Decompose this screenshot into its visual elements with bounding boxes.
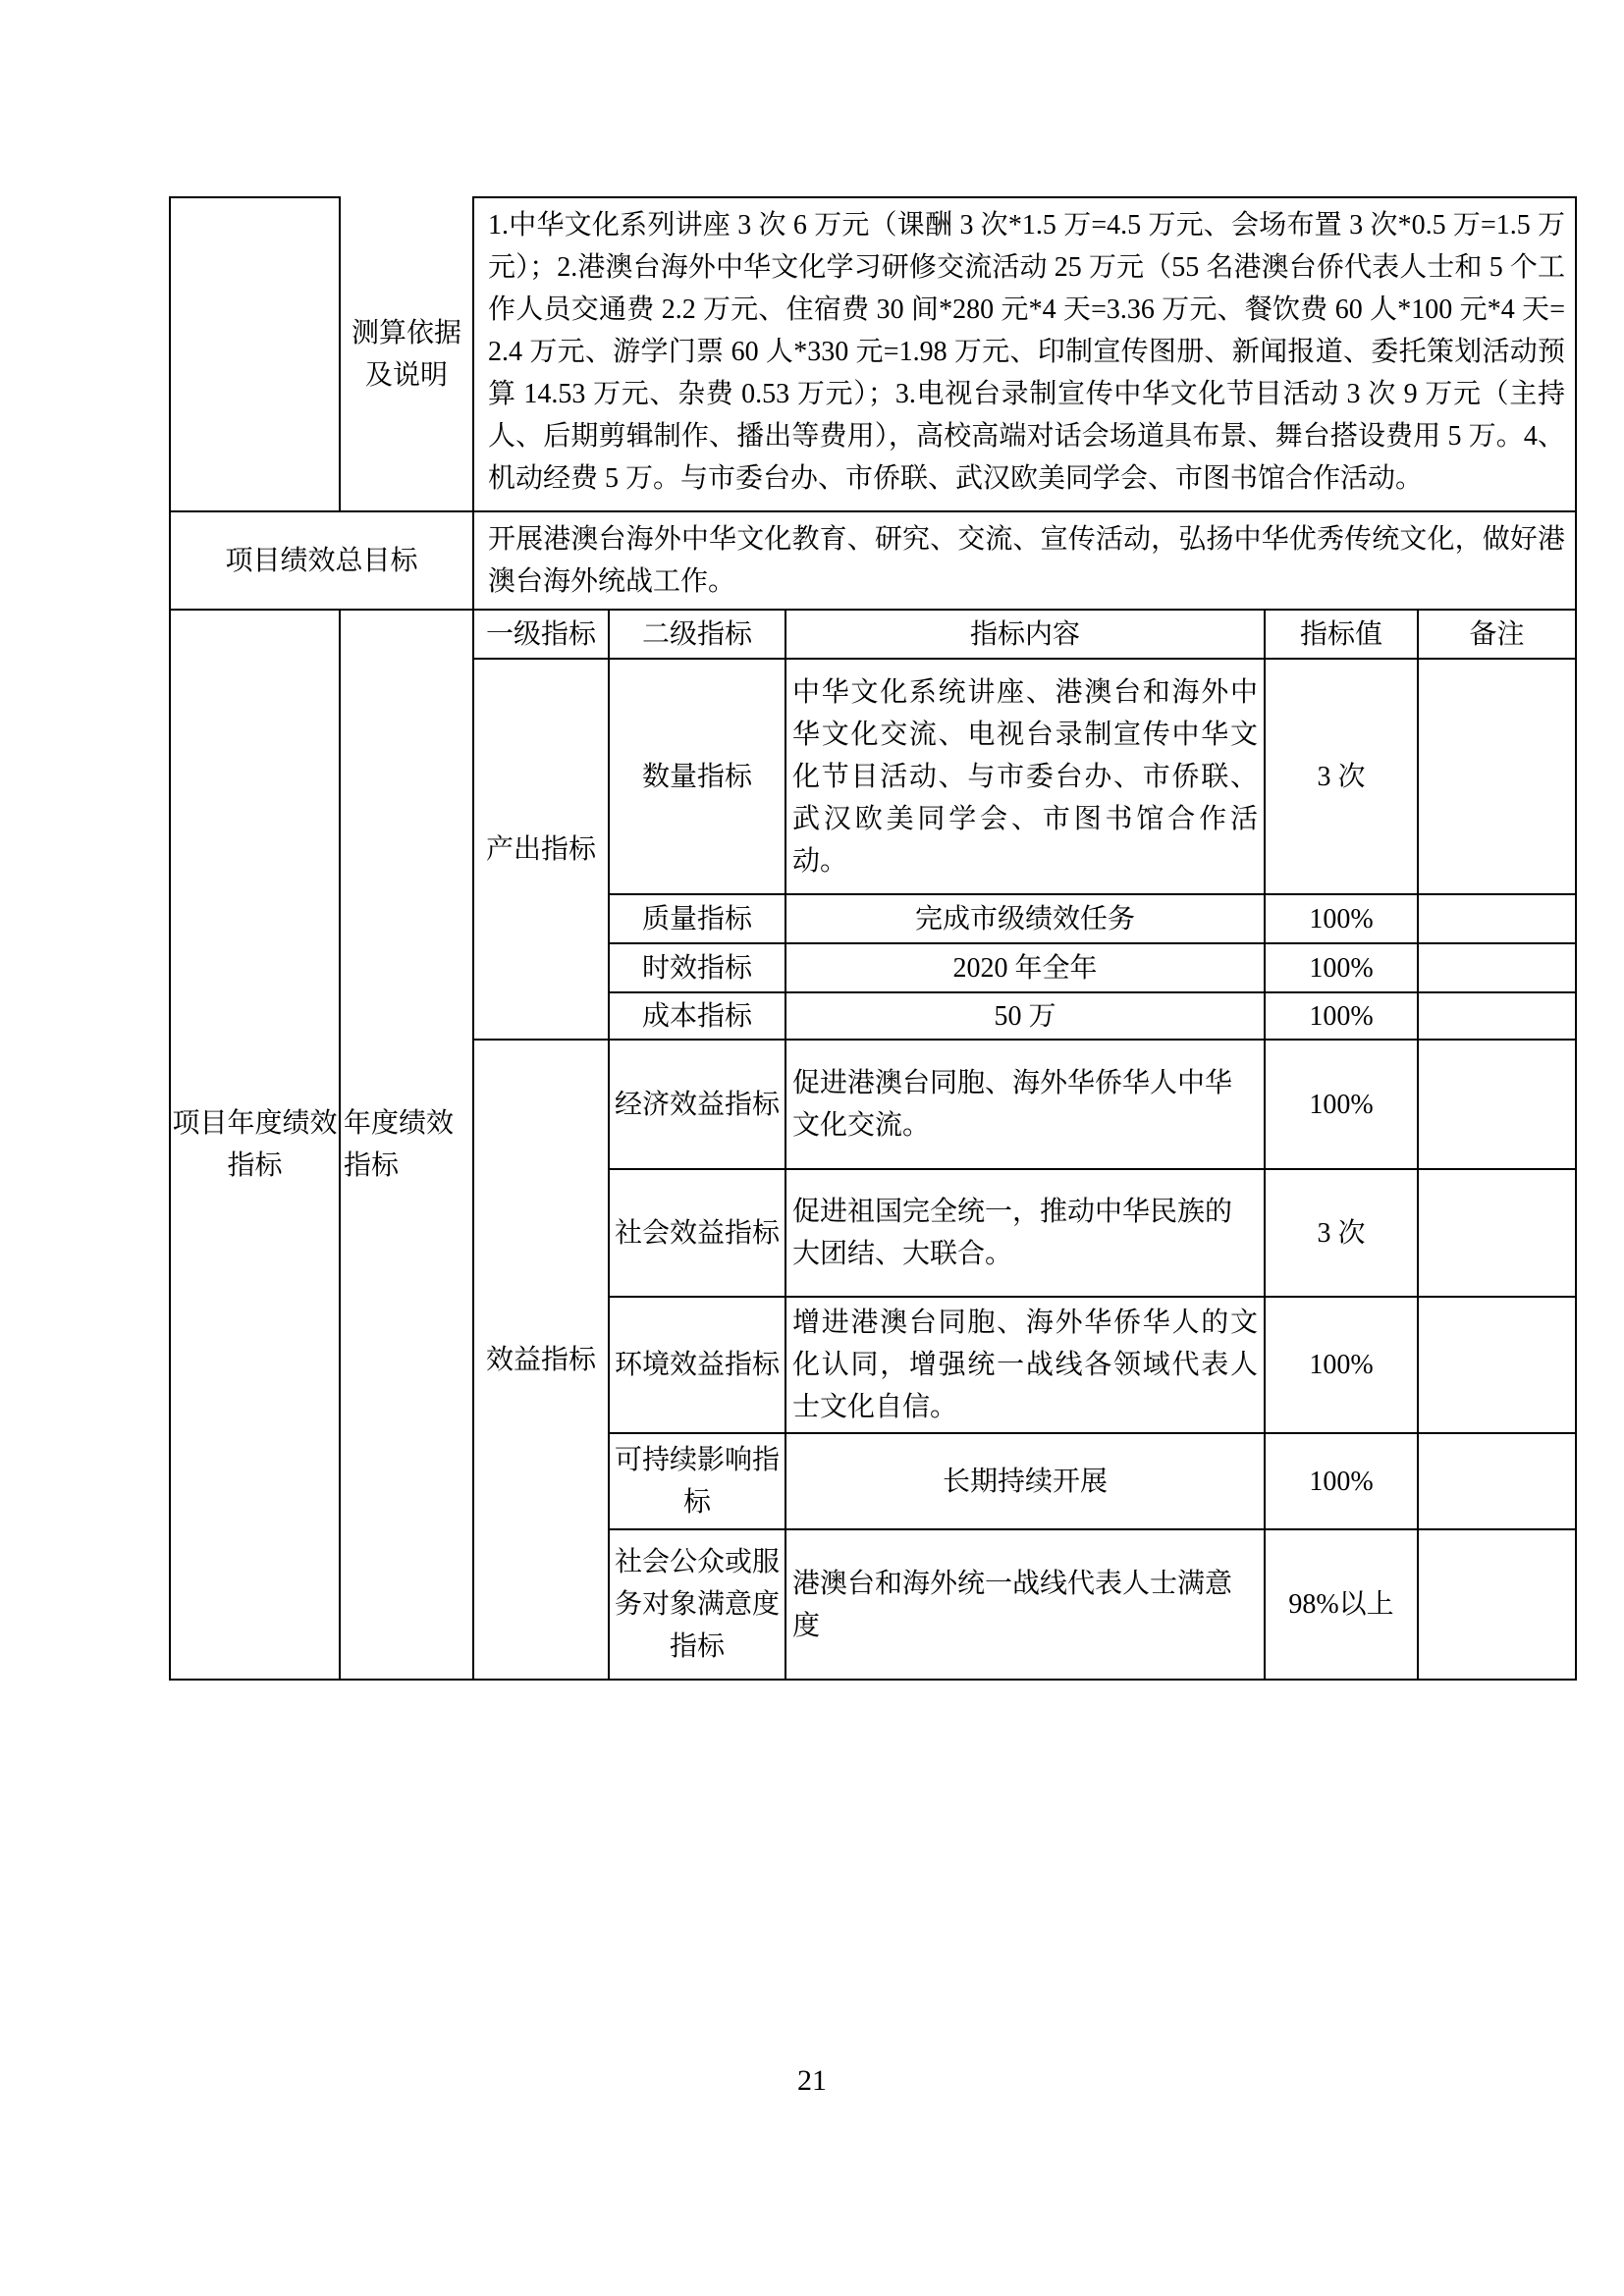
value-environmental-benefit: 100% [1265,1297,1418,1433]
content-environmental-benefit: 增进港澳台同胞、海外华侨华人的文化认同，增强统一战线各领域代表人士文化自信。 [785,1297,1265,1433]
page-number: 21 [797,2064,827,2097]
value-satisfaction: 98%以上 [1265,1529,1418,1680]
content-sustainable-impact: 长期持续开展 [785,1433,1265,1529]
empty-cell [170,197,340,511]
header-indicator-content: 指标内容 [785,610,1265,659]
level2-environmental-benefit-indicator: 环境效益指标 [609,1297,785,1433]
content-economic-benefit: 促进港澳台同胞、海外华侨华人中华文化交流。 [785,1040,1265,1169]
note-social-benefit [1418,1169,1576,1297]
note-timeliness [1418,943,1576,992]
level2-quality-indicator: 质量指标 [609,894,785,943]
content-quality: 完成市级绩效任务 [785,894,1265,943]
note-quantity [1418,659,1576,894]
header-level1-indicator: 一级指标 [473,610,609,659]
value-cost: 100% [1265,992,1418,1040]
annual-indicators-row-label: 项目年度绩效指标 [170,610,340,1680]
level2-economic-benefit-indicator: 经济效益指标 [609,1040,785,1169]
level2-social-benefit-indicator: 社会效益指标 [609,1169,785,1297]
note-satisfaction [1418,1529,1576,1680]
value-sustainable-impact: 100% [1265,1433,1418,1529]
content-satisfaction: 港澳台和海外统一战线代表人士满意度 [785,1529,1265,1680]
overall-goal-label: 项目绩效总目标 [170,511,473,610]
level2-timeliness-indicator: 时效指标 [609,943,785,992]
value-economic-benefit: 100% [1265,1040,1418,1169]
note-quality [1418,894,1576,943]
value-quantity: 3 次 [1265,659,1418,894]
level2-sustainable-impact-indicator: 可持续影响指标 [609,1433,785,1529]
performance-indicator-table [169,196,1577,1681]
table-header-row [170,610,1576,659]
level2-quantity-indicator: 数量指标 [609,659,785,894]
content-timeliness: 2020 年全年 [785,943,1265,992]
value-quality: 100% [1265,894,1418,943]
note-economic-benefit [1418,1040,1576,1169]
level1-output-indicator: 产出指标 [473,659,609,1040]
note-sustainable-impact [1418,1433,1576,1529]
value-social-benefit: 3 次 [1265,1169,1418,1297]
level2-cost-indicator: 成本指标 [609,992,785,1040]
header-level2-indicator: 二级指标 [609,610,785,659]
header-indicator-value: 指标值 [1265,610,1418,659]
table-row [170,197,1576,511]
content-social-benefit: 促进祖国完全统一，推动中华民族的大团结、大联合。 [785,1169,1265,1297]
header-note: 备注 [1418,610,1576,659]
content-cost: 50 万 [785,992,1265,1040]
overall-goal-text: 开展港澳台海外中华文化教育、研究、交流、宣传活动，弘扬中华优秀传统文化，做好港澳台海外统战工作。 [473,511,1576,610]
level1-benefit-indicator: 效益指标 [473,1040,609,1680]
note-cost [1418,992,1576,1040]
level2-satisfaction-indicator: 社会公众或服务对象满意度指标 [609,1529,785,1680]
note-environmental-benefit [1418,1297,1576,1433]
value-timeliness: 100% [1265,943,1418,992]
table-row [170,511,1576,610]
measurement-basis-text: 1.中华文化系列讲座 3 次 6 万元（课酬 3 次*1.5 万=4.5 万元、会场布置 3 次*0.5 万=1.5 万元）；2.港澳台海外中华文化学习研修交流活动 25 万元（55 名港澳台侨代表人士和 5 个工作人员交通费 2.2 万元、住宿费 30 间*280 元*4 天=3.36 万元、餐饮费 60 人*100 元*4 天=2.4 万元、游学门票 60 人*330 元=1.98 万元、印制宣传图册、新闻报道、委托策划活动预算 14.53 万元、杂费 0.53 万元）；3.电视台录制宣传中华文化节目活动 3 次 9 万元（主持人、后期剪辑制作、播出等费用），高校高端对话会场道具布景、舞台搭设费用 5 万。4、机动经费 5 万。与市委台办、市侨联、武汉欧美同学会、市图书馆合作活动。 [473,197,1576,511]
annual-indicators-col-label: 年度绩效指标 [340,610,473,1680]
content-quantity: 中华文化系统讲座、港澳台和海外中华文化交流、电视台录制宣传中华文化节目活动、与市委台办、市侨联、武汉欧美同学会、市图书馆合作活动。 [785,659,1265,894]
measurement-basis-label: 测算依据及说明 [340,197,473,511]
